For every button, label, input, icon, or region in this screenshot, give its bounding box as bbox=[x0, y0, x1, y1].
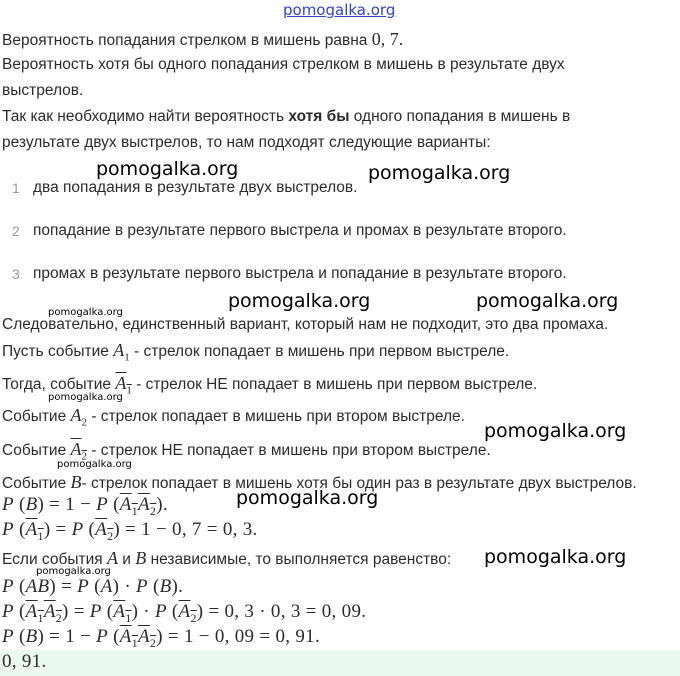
text: Тогда, событие bbox=[2, 376, 112, 393]
list-item: два попадания в результате двух выстрелов. bbox=[33, 179, 358, 196]
list-number: 3 bbox=[12, 266, 20, 282]
watermark: pomogalka.org bbox=[368, 162, 511, 184]
text: Событие bbox=[2, 408, 67, 425]
text: Вероятность попадания стрелком в мишень равна bbox=[2, 32, 368, 49]
list-number: 2 bbox=[12, 223, 20, 239]
event-a1-line bbox=[2, 340, 509, 364]
watermark-small: pomogalka.org bbox=[48, 307, 123, 318]
watermark-small: pomogalka.org bbox=[57, 459, 132, 470]
formula-pab: P (AB) = P (A) · P (B). bbox=[2, 576, 184, 597]
text: одного попадания в мишень в bbox=[353, 108, 571, 125]
math-value: 0, 7. bbox=[371, 29, 404, 49]
explanation-line-1 bbox=[2, 108, 570, 126]
text: Пусть событие bbox=[2, 343, 109, 360]
watermark-small: pomogalka.org bbox=[36, 566, 111, 577]
text: - стрелок НЕ попадает в мишень при первом выстреле. bbox=[136, 376, 538, 393]
text: Событие bbox=[2, 475, 67, 492]
watermark: pomogalka.org bbox=[96, 158, 239, 180]
text: Если события bbox=[2, 551, 103, 568]
math-symbol: A bbox=[106, 548, 118, 568]
math-symbol: B bbox=[70, 472, 82, 492]
watermark: pomogalka.org bbox=[236, 487, 379, 509]
text: независимые, то выполняется равенство: bbox=[150, 551, 452, 568]
text: и bbox=[122, 551, 131, 568]
bold-text: хотя бы bbox=[288, 108, 350, 125]
math-symbol: $A_1$ bbox=[113, 340, 130, 364]
list-item: промах в результате первого выстрела и попадание в результате второго. bbox=[33, 265, 567, 282]
formula-pa: P $(A_1) = P$ $(A_2) = 1 - 0$, 7 = 0, 3. bbox=[2, 519, 258, 543]
site-link[interactable]: pomogalka.org bbox=[283, 1, 396, 19]
watermark: pomogalka.org bbox=[228, 290, 371, 312]
text: - стрелок попадает в мишень при первом выстреле. bbox=[134, 343, 510, 360]
probability-given bbox=[2, 29, 403, 50]
text: - стрелок НЕ попадает в мишень при втором выстреле. bbox=[91, 442, 491, 459]
conclusion-line: Следовательно, единственный вариант, который нам не подходит, это два промаха. bbox=[2, 316, 609, 333]
watermark: pomogalka.org bbox=[484, 546, 627, 568]
event-a2-line bbox=[2, 405, 465, 429]
question-line-2: выстрелов. bbox=[2, 82, 84, 99]
text: Событие bbox=[2, 442, 67, 459]
explanation-line-2: результате двух выстрелов, то нам подходят следующие варианты: bbox=[2, 134, 491, 151]
math-symbol: $A_1$ bbox=[115, 373, 132, 397]
formula-pa1a2: P $(A_1A_2) = P$ $(A_1) \cdot P$ $(A_2) = 0$, 3 · 0, 3 = 0, 09. bbox=[2, 601, 367, 625]
answer-box bbox=[0, 650, 680, 676]
list-number: 1 bbox=[12, 180, 20, 196]
math-symbol: $A_2$ bbox=[70, 405, 88, 429]
answer-value: 0, 91. bbox=[2, 651, 47, 672]
math-symbol: B bbox=[135, 548, 147, 568]
math-symbol: $A_2$ bbox=[70, 439, 88, 463]
formula-result: P (B) = 1 − P $(A_1A_2) = 1 - 0$, 09 = 0, 91. bbox=[2, 626, 321, 650]
text: - стрелок попадает в мишень при втором выстреле. bbox=[91, 408, 465, 425]
list-item: попадание в результате первого выстрела и промах в результате второго. bbox=[33, 222, 567, 239]
text: Так как необходимо найти вероятность bbox=[2, 108, 285, 125]
formula-pb: P (B) = 1 − P $(A_1A_2)$. bbox=[2, 494, 168, 518]
question-line-1: Вероятность хотя бы одного попадания стрелком в мишень в результате двух bbox=[2, 56, 565, 73]
text: - стрелок попадает в мишень хотя бы один раз в результате двух выстрелов. bbox=[81, 475, 637, 492]
watermark: pomogalka.org bbox=[484, 420, 627, 442]
watermark-small: pomogalka.org bbox=[48, 392, 123, 403]
watermark: pomogalka.org bbox=[476, 290, 619, 312]
